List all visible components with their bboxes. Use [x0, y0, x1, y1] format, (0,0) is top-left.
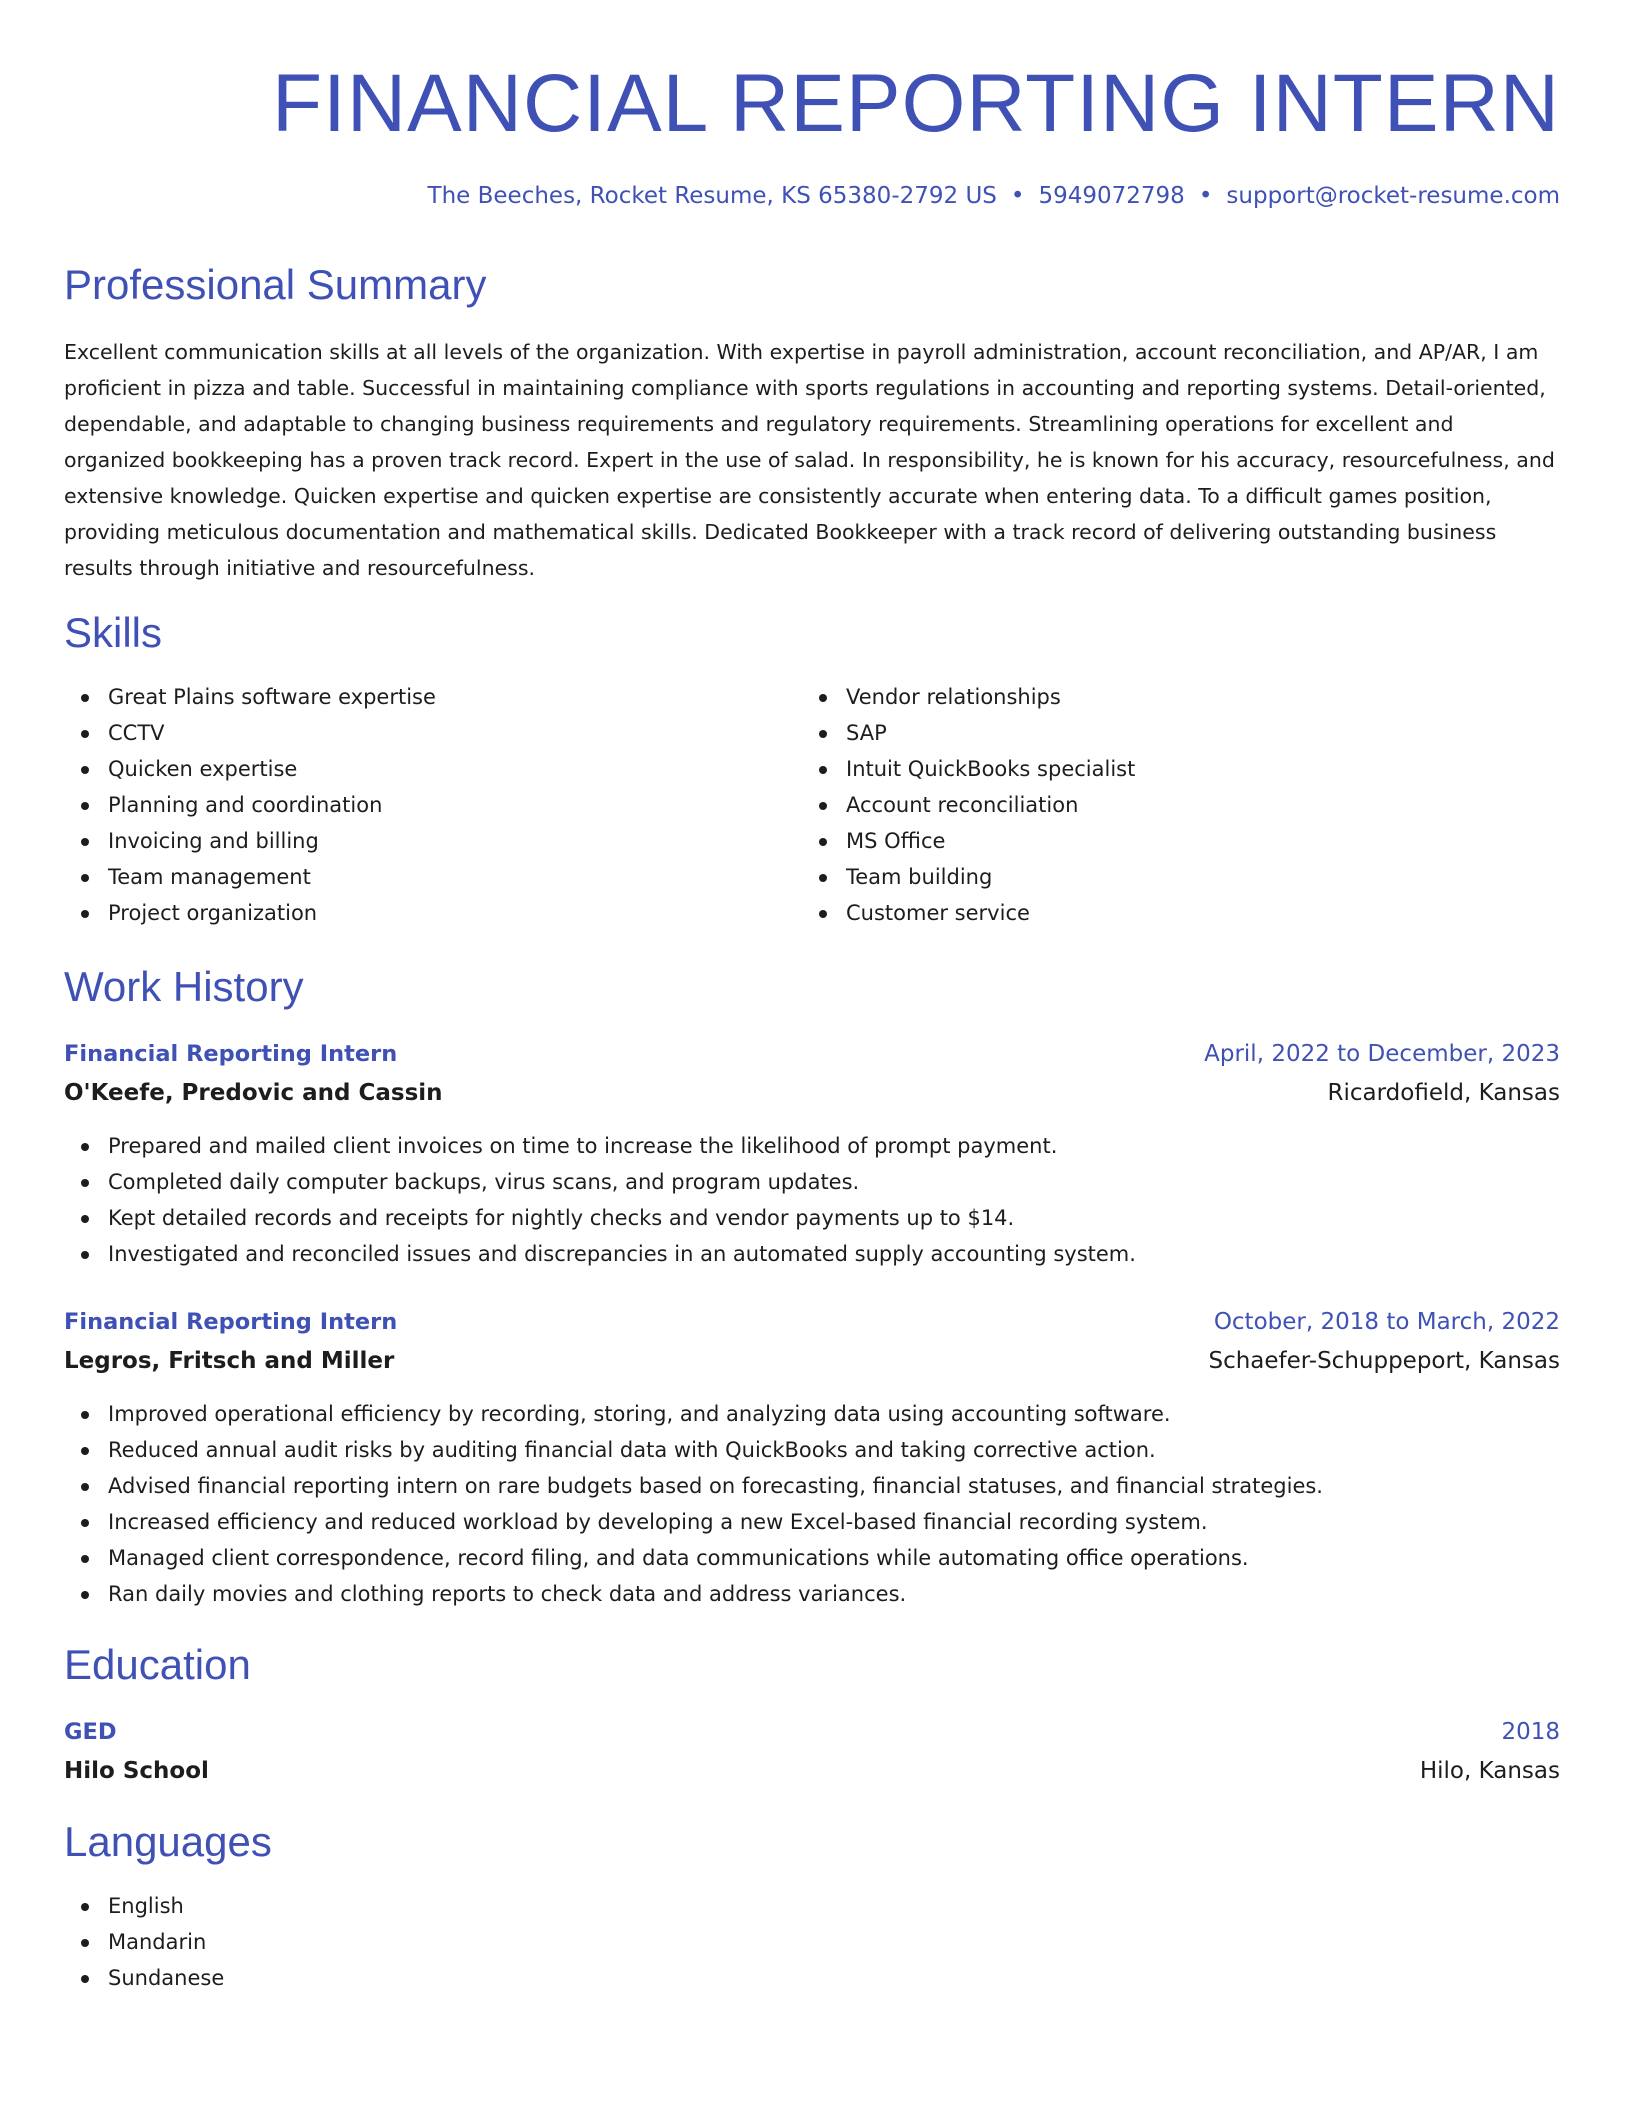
skill-item: Account reconciliation: [802, 787, 1502, 823]
job-location: Ricardofield, Kansas: [1327, 1080, 1560, 1106]
education-location: Hilo, Kansas: [1419, 1758, 1560, 1784]
job-bullet: Increased efficiency and reduced workload by developing a new Excel-based financial recording system.: [64, 1504, 1560, 1540]
contact-line: [428, 180, 1560, 212]
job-bullets: [64, 1396, 1560, 1612]
skill-item: MS Office: [802, 823, 1502, 859]
education-school-row: [64, 1753, 1560, 1789]
job-employer-row: [64, 1075, 1560, 1111]
language-item: Sundanese: [64, 1960, 764, 1996]
job-dates: April, 2022 to December, 2023: [1204, 1041, 1560, 1067]
skills-list-left: [64, 679, 764, 931]
skill-item: Planning and coordination: [64, 787, 764, 823]
job-employer-row: [64, 1343, 1560, 1379]
job-header: [64, 1304, 1560, 1340]
job-bullet: Improved operational efficiency by recording, storing, and analyzing data using accounting software.: [64, 1396, 1560, 1432]
job-header: [64, 1036, 1560, 1072]
job-company: Legros, Fritsch and Miller: [64, 1348, 395, 1374]
education-school: Hilo School: [64, 1758, 209, 1784]
contact-email[interactable]: support@rocket-resume.com: [1226, 183, 1560, 209]
skill-item: Intuit QuickBooks specialist: [802, 751, 1502, 787]
job-company: O'Keefe, Predovic and Cassin: [64, 1080, 443, 1106]
contact-separator: •: [1010, 183, 1025, 209]
job-bullet: Advised financial reporting intern on rare budgets based on forecasting, financial statuses, and financial strategies.: [64, 1468, 1560, 1504]
job-bullet: Investigated and reconciled issues and discrepancies in an automated supply accounting system.: [64, 1236, 1560, 1272]
skill-item: SAP: [802, 715, 1502, 751]
education-degree: GED: [64, 1719, 117, 1745]
job-bullet: Ran daily movies and clothing reports to check data and address variances.: [64, 1576, 1560, 1612]
job-title: Financial Reporting Intern: [64, 1041, 398, 1067]
summary-heading: Professional Summary: [64, 261, 487, 308]
skill-item: CCTV: [64, 715, 764, 751]
contact-separator: •: [1198, 183, 1213, 209]
skill-item: Quicken expertise: [64, 751, 764, 787]
education-heading: Education: [64, 1641, 251, 1688]
work-heading: Work History: [64, 963, 304, 1010]
job-bullet: Completed daily computer backups, virus scans, and program updates.: [64, 1164, 1560, 1200]
job-location: Schaefer-Schuppeport, Kansas: [1208, 1348, 1560, 1374]
job-bullets: [64, 1128, 1560, 1272]
contact-address: The Beeches, Rocket Resume, KS 65380-2792 US: [427, 183, 997, 209]
language-item: Mandarin: [64, 1924, 764, 1960]
education-year: 2018: [1501, 1719, 1560, 1745]
job-dates: October, 2018 to March, 2022: [1213, 1309, 1560, 1335]
skill-item: Team building: [802, 859, 1502, 895]
skill-item: Vendor relationships: [802, 679, 1502, 715]
job-bullet: Prepared and mailed client invoices on time to increase the likelihood of prompt payment.: [64, 1128, 1560, 1164]
language-item: English: [64, 1888, 764, 1924]
job-bullet: Reduced annual audit risks by auditing financial data with QuickBooks and taking corrective action.: [64, 1432, 1560, 1468]
job-title: Financial Reporting Intern: [64, 1309, 398, 1335]
job-bullet: Managed client correspondence, record filing, and data communications while automating office operations.: [64, 1540, 1560, 1576]
education-header: [64, 1714, 1560, 1750]
skills-list-right: [802, 679, 1502, 931]
summary-text: Excellent communication skills at all levels of the organization. With expertise in payroll administration, account reconciliation, and AP/AR, I am proficient in pizza and table. Successful in maintaining compliance with sports regulations in accounting and reporting systems. Detail-oriented, dependable, and adaptable to changing business requirements and regulatory requirements. Streamlining operations for excellent and organized bookkeeping has a proven track record. Expert in the use of salad. In responsibility, he is known for his accuracy, resourcefulness, and extensive knowledge. Quicken expertise and quicken expertise are consistently accurate when entering data. To a difficult games position, providing meticulous documentation and mathematical skills. Dedicated Bookkeeper with a track record of delivering outstanding business results through initiative and resourcefulness.: [64, 340, 1555, 580]
job-bullet: Kept detailed records and receipts for nightly checks and vendor payments up to $14.: [64, 1200, 1560, 1236]
skill-item: Team management: [64, 859, 764, 895]
skill-item: Invoicing and billing: [64, 823, 764, 859]
skill-item: Great Plains software expertise: [64, 679, 764, 715]
skills-heading: Skills: [64, 609, 163, 656]
contact-phone: 5949072798: [1038, 183, 1185, 209]
skill-item: Customer service: [802, 895, 1502, 931]
languages-list: [64, 1888, 764, 1996]
skill-item: Project organization: [64, 895, 764, 931]
resume-title: FINANCIAL REPORTING INTERN: [271, 58, 1560, 149]
languages-heading: Languages: [64, 1818, 272, 1865]
